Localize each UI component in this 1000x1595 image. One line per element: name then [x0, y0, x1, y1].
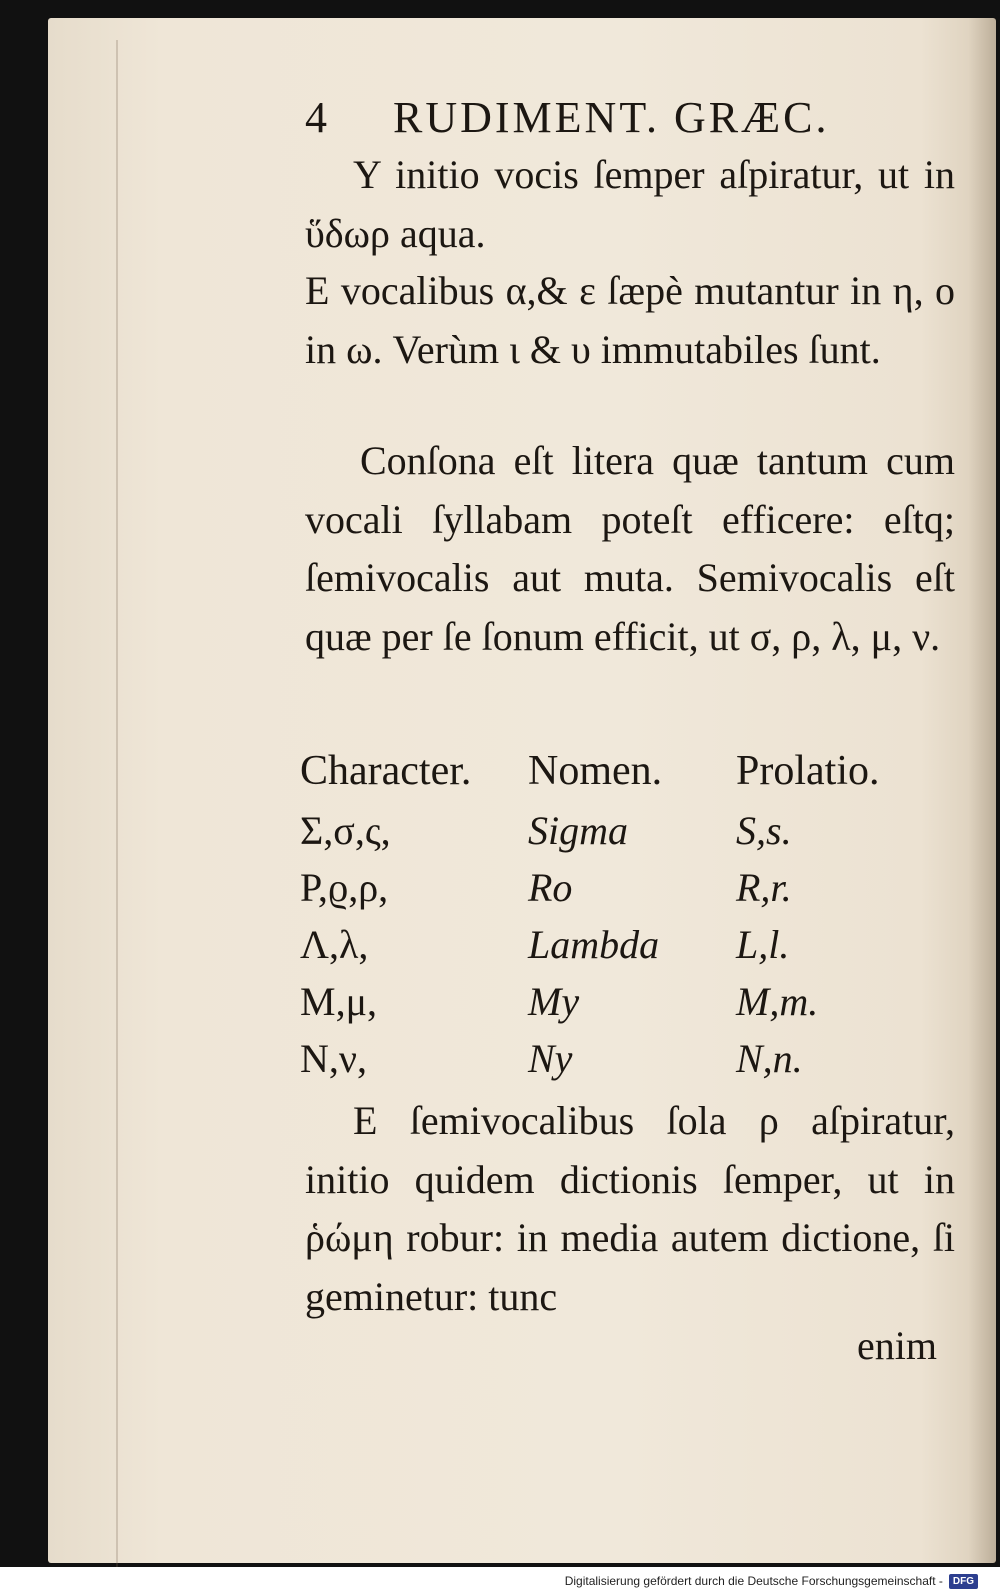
table-cell: N,n.	[736, 1036, 803, 1081]
page-gutter-shadow	[968, 18, 996, 1563]
table-row	[300, 973, 950, 1030]
table-cell: My	[528, 979, 580, 1024]
table-cell: Ro	[528, 865, 573, 910]
digitization-footer	[0, 1567, 1000, 1595]
table-row	[300, 802, 950, 859]
dfg-logo: DFG	[949, 1574, 978, 1589]
paragraph-rho-aspiration: E ſemivocalibus ſola ρ aſpiratur, initio quidem dictionis ſemper, ut in ῥώμη robur: in media autem dictione, ſi geminetur: tunc	[305, 1098, 955, 1319]
table-cell: Sigma	[528, 808, 628, 853]
table-row	[300, 859, 950, 916]
paragraph-consonants: Conſona eſt litera quæ tantum cum vocali ſyllabam poteſt efficere: eſtq; ſemivocalis aut muta. Semivocalis eſt quæ per ſe ſonum efficit, ut σ, ρ, λ, μ, ν.	[305, 438, 955, 659]
catchword: enim	[857, 1323, 937, 1368]
paragraph-upsilon: Υ initio vocis ſemper aſpiratur, ut in ὕδωρ aqua.	[305, 152, 955, 256]
table-cell: Ν,ν,	[300, 1036, 367, 1081]
running-title: RUDIMENT. GRÆC.	[393, 93, 830, 142]
table-cell: L,l.	[736, 922, 790, 967]
table-cell: M,m.	[736, 979, 819, 1024]
table-cell: Ny	[528, 1036, 573, 1081]
table-row	[300, 916, 950, 973]
letter-table	[300, 740, 950, 1087]
table-cell: Σ,σ,ς,	[300, 808, 391, 853]
table-cell: Lambda	[528, 922, 660, 967]
footer-credit: Digitalisierung gefördert durch die Deutsche Forschungsgemeinschaft -	[564, 1574, 943, 1588]
table-row	[300, 1030, 950, 1087]
table-cell: Ρ,ϱ,ρ,	[300, 865, 389, 910]
table-cell: S,s.	[736, 808, 792, 853]
running-header	[305, 92, 955, 143]
header-prolatio: Prolatio.	[736, 748, 880, 794]
table-cell: R,r.	[736, 865, 792, 910]
paragraph-vowels: E vocalibus α,& ε ſæpè mutantur in η, ο in ω. Verùm ι & υ immutabiles ſunt.	[305, 268, 955, 372]
header-character: Character.	[300, 748, 472, 794]
table-header-row	[300, 740, 950, 802]
header-nomen: Nomen.	[528, 748, 663, 794]
page-number: 4	[305, 93, 330, 142]
table-cell: Μ,μ,	[300, 979, 378, 1024]
table-cell: Λ,λ,	[300, 922, 369, 967]
